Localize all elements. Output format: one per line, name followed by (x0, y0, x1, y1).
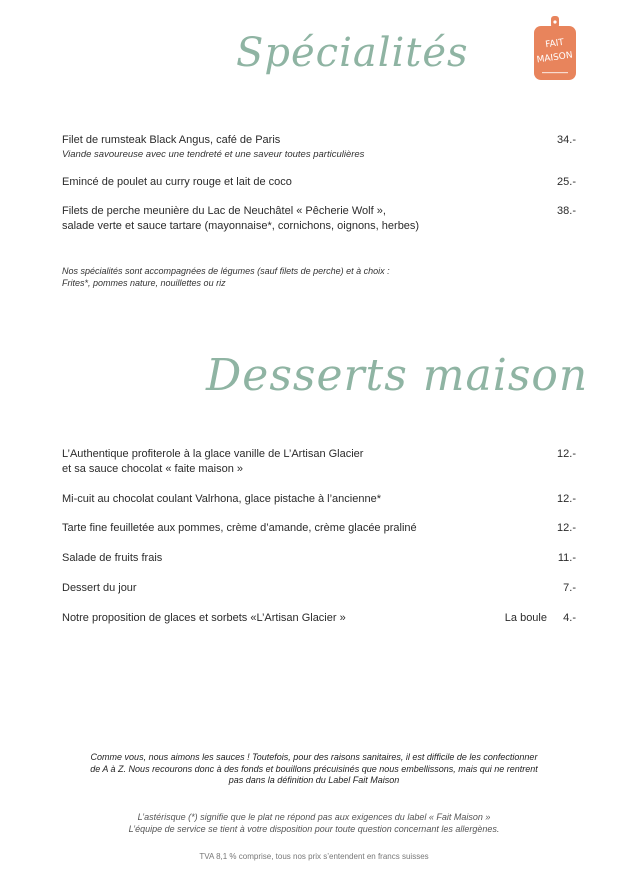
item-price: 34.- (557, 134, 576, 146)
item-price: 12.- (557, 522, 576, 534)
item-name: Salade de fruits frais (62, 552, 163, 564)
item-price: 4.- (563, 612, 576, 624)
menu-item-rumsteak (62, 133, 576, 162)
menu-item-glaces-sorbets (62, 611, 576, 626)
section-title-specialites: Spécialités (236, 30, 469, 76)
note-line: Frites*, pommes nature, nouillettes ou riz (62, 277, 226, 288)
item-name: Mi-cuit au chocolat coulant Valrhona, glace pistache à l’ancienne* (62, 493, 381, 505)
item-name: Filet de rumsteak Black Angus, café de Paris (62, 134, 281, 146)
item-name-line2: salade verte et sauce tartare (mayonnaise*, cornichons, oignons, herbes) (62, 219, 420, 232)
menu-item-filets-perche (62, 204, 576, 233)
note-line: Nos spécialités sont accompagnées de légumes (sauf filets de perche) et à choix : (62, 266, 390, 276)
footer-line: L’équipe de service se tient à votre disposition pour toute question concernant les allergènes. (128, 823, 500, 834)
item-name: L’Authentique profiterole à la glace vanille de L’Artisan Glacier (62, 448, 364, 460)
item-price: 11.- (557, 552, 576, 564)
logo-text-line1: FAIT (544, 37, 565, 51)
fait-maison-logo (532, 16, 578, 80)
item-unit: La boule (504, 612, 547, 624)
asterisk-note (60, 812, 568, 835)
item-description: Viande savoureuse avec une tendreté et une saveur toutes particulières (62, 148, 365, 160)
menu-item-poulet-curry (62, 175, 576, 190)
item-name: Filets de perche meunière du Lac de Neuchâtel « Pêcherie Wolf », (62, 205, 386, 217)
menu-item-profiterole (62, 447, 576, 476)
logo-text-line2: MAISON (536, 50, 574, 66)
tva-note: TVA 8,1 % comprise, tous nos prix s’entendent en francs suisses (199, 852, 429, 861)
item-name: Dessert du jour (62, 582, 137, 594)
menu-item-mi-cuit (62, 492, 576, 507)
item-name: Notre proposition de glaces et sorbets «L’Artisan Glacier » (62, 612, 346, 624)
sauces-disclaimer (60, 752, 568, 787)
item-price: 7.- (563, 582, 576, 594)
item-name-line2: et sa sauce chocolat « faite maison » (62, 462, 243, 475)
item-price: 38.- (557, 205, 576, 217)
item-name: Tarte fine feuilletée aux pommes, crème d’amande, crème glacée praliné (62, 522, 417, 534)
footer-line: de A à Z. Nous recourons donc à des fonds et bouillons précuisinés que nous embellissons, mais qui ne rentrent (90, 763, 538, 774)
menu-item-salade-fruits (62, 551, 576, 566)
item-name: Emincé de poulet au curry rouge et lait de coco (62, 176, 292, 188)
menu-item-tarte-fine (62, 521, 576, 536)
item-price: 25.- (557, 176, 576, 188)
footer-line: L’astérisque (*) signifie que le plat ne répond pas aux exigences du label « Fait Maison » (137, 812, 491, 822)
footer-line: pas dans la définition du Label Fait Maison (228, 775, 400, 785)
item-price: 12.- (557, 493, 576, 505)
menu-item-dessert-du-jour (62, 581, 576, 596)
section-title-desserts: Desserts maison (206, 350, 589, 401)
item-price: 12.- (557, 448, 576, 460)
specialites-note (62, 266, 390, 289)
footer-line: Comme vous, nous aimons les sauces ! Toutefois, pour des raisons sanitaires, il est difficile de les confectionner (90, 752, 538, 762)
